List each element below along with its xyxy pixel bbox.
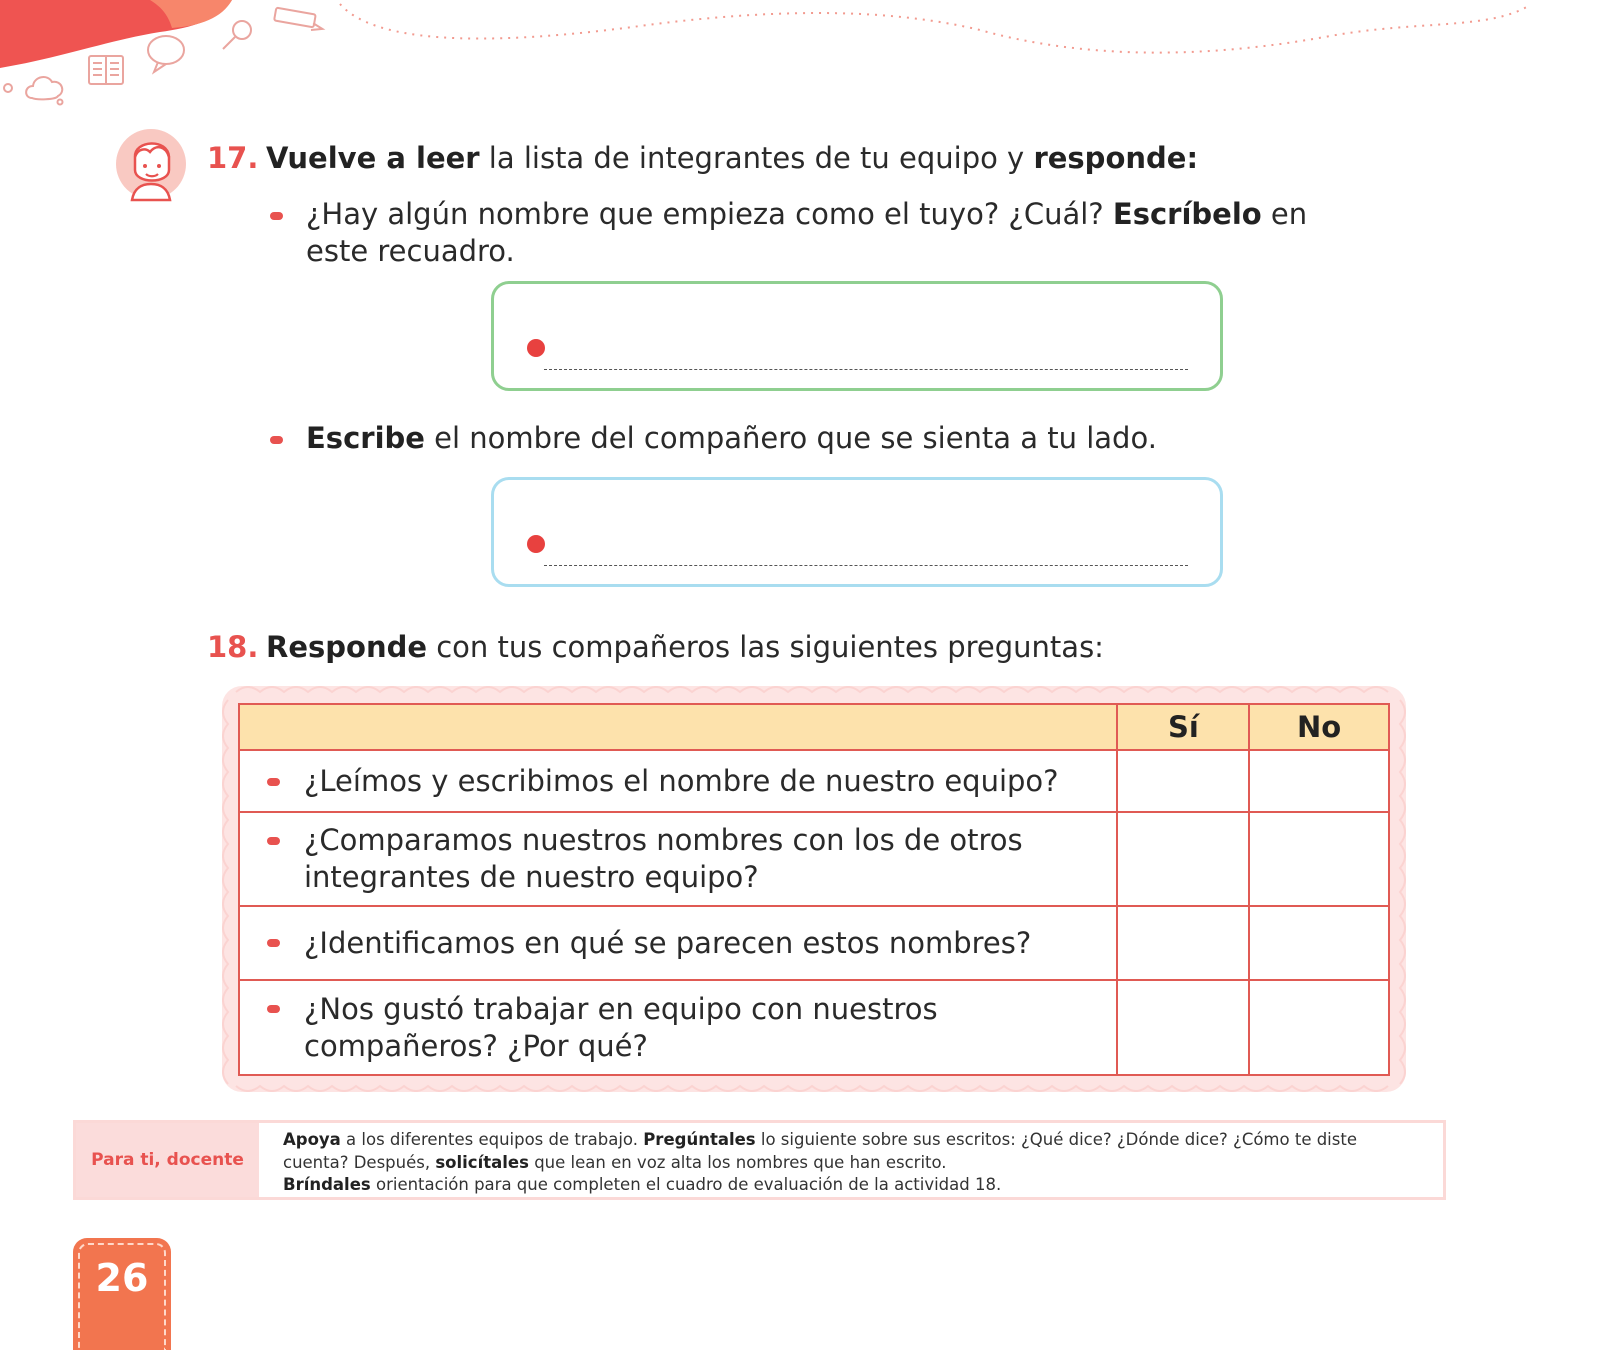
question-text: ¿Hay algún nombre que empieza como el tuyo? ¿Cuál? [306, 197, 1113, 231]
dotted-wave [340, 4, 1530, 53]
teacher-note [73, 1120, 1446, 1200]
bullet-dot-icon [527, 535, 545, 553]
no-answer-cell[interactable] [1249, 750, 1389, 812]
yes-answer-cell[interactable] [1117, 906, 1249, 980]
table-row [239, 906, 1389, 980]
table-row [239, 980, 1389, 1075]
question-cell [239, 980, 1117, 1075]
yes-answer-cell[interactable] [1117, 980, 1249, 1075]
yes-column-header: Sí [1117, 704, 1249, 750]
answer-box-similar-name[interactable] [491, 281, 1223, 391]
table-row [239, 750, 1389, 812]
evaluation-table [238, 703, 1390, 1076]
question-text-line2: compañeros? ¿Por qué? [304, 1028, 648, 1063]
question-text: en [1261, 197, 1308, 231]
question-text: ¿Nos gustó trabajar en equipo con nuestros [304, 991, 938, 1026]
writing-line[interactable] [544, 565, 1188, 566]
magnifier-icon [223, 21, 251, 49]
page-number: 26 [95, 1256, 149, 1300]
instruction-text: la lista de integrantes de tu equipo y [479, 141, 1034, 175]
note-text: que lean en voz alta los nombres que han escrito. [528, 1152, 947, 1172]
header-decoration [0, 0, 1600, 120]
note-bold: Apoya [283, 1130, 341, 1149]
no-answer-cell[interactable] [1249, 906, 1389, 980]
note-text: orientación para que completen el cuadro de evaluación de la actividad 18. [370, 1175, 1002, 1194]
cloud-icon [4, 77, 63, 104]
answer-box-classmate-name[interactable] [491, 477, 1223, 587]
bullet-write-classmate-name [306, 420, 1326, 457]
question-cell [239, 750, 1117, 812]
question-text: ¿Identificamos en qué se parecen estos nombres? [304, 925, 1032, 960]
instruction-bold: Vuelve a leer [266, 141, 480, 175]
question-text: ¿Comparamos nuestros nombres con los de otros [304, 823, 1023, 857]
activity-17-instruction [266, 141, 1198, 175]
writing-line[interactable] [544, 369, 1188, 370]
note-bold: Bríndales [283, 1175, 371, 1194]
activity-18-number: 18. [207, 630, 259, 664]
question-text-line2: este recuadro. [306, 234, 515, 268]
question-text: el nombre del compañero que se sienta a tu lado. [424, 421, 1157, 455]
no-answer-cell[interactable] [1249, 980, 1389, 1075]
table-row [239, 812, 1389, 906]
question-cell [239, 906, 1117, 980]
note-text: lo siguiente sobre sus escritos: ¿Qué dice? ¿Dónde dice? ¿Cómo te diste cuenta? Después, [283, 1130, 1357, 1172]
question-bold: Escríbelo [1112, 197, 1262, 231]
teacher-note-label: Para ti, docente [76, 1123, 259, 1197]
pencil-icon [274, 8, 323, 32]
speech-bubble-icon [148, 36, 184, 72]
page-number-tab [73, 1238, 171, 1350]
table-header-row [239, 704, 1389, 750]
activity-17-number: 17. [207, 141, 259, 175]
instruction-bold: responde: [1033, 141, 1199, 175]
bullet-icon [270, 212, 283, 220]
yes-answer-cell[interactable] [1117, 812, 1249, 906]
bullet-icon [267, 837, 280, 845]
bullet-dot-icon [527, 339, 545, 357]
question-bold: Escribe [306, 421, 425, 455]
yes-answer-cell[interactable] [1117, 750, 1249, 812]
bullet-icon [270, 436, 283, 444]
bullet-icon [267, 939, 280, 947]
bullet-same-name-question [306, 196, 1326, 270]
no-column-header: No [1249, 704, 1389, 750]
bullet-icon [267, 1005, 280, 1013]
activity-18-instruction [266, 630, 1104, 664]
teacher-note-body [283, 1129, 1423, 1197]
student-avatar-icon [114, 126, 188, 202]
question-text: ¿Leímos y escribimos el nombre de nuestro equipo? [304, 763, 1059, 798]
book-icon [89, 56, 123, 84]
question-cell [239, 812, 1117, 906]
note-bold: Pregúntales [643, 1130, 756, 1149]
note-text: a los diferentes equipos de trabajo. [340, 1130, 644, 1149]
bullet-icon [267, 778, 280, 786]
note-bold: solicítales [435, 1152, 529, 1172]
instruction-bold: Responde [266, 630, 428, 664]
question-text-line2: integrantes de nuestro equipo? [304, 860, 759, 894]
no-answer-cell[interactable] [1249, 812, 1389, 906]
question-column-header [239, 704, 1117, 750]
instruction-text: con tus compañeros las siguientes preguntas: [427, 630, 1104, 664]
